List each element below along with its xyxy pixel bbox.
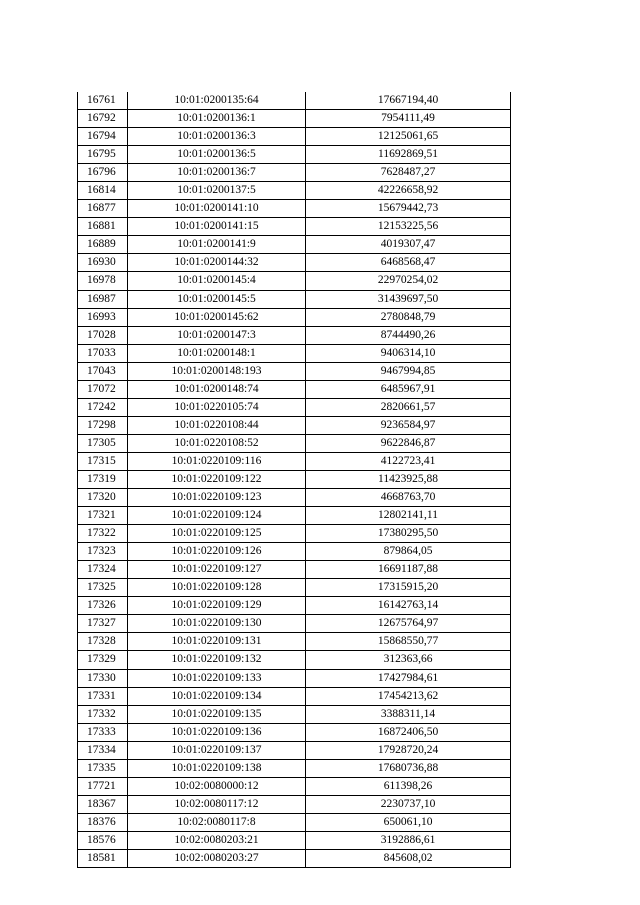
- row-number-cell: 17333: [78, 723, 128, 741]
- table-row: [78, 92, 511, 110]
- value-cell: 17380295,50: [306, 525, 511, 543]
- value-cell: 4019307,47: [306, 236, 511, 254]
- value-cell: 16691187,88: [306, 561, 511, 579]
- value-cell: 6468568,47: [306, 254, 511, 272]
- table-row: [78, 705, 511, 723]
- table-row: [78, 128, 511, 146]
- table-row: [78, 236, 511, 254]
- row-number-cell: 17321: [78, 507, 128, 525]
- table-row: [78, 290, 511, 308]
- table-row: [78, 218, 511, 236]
- row-number-cell: 17319: [78, 470, 128, 488]
- cadastral-number-cell: 10:01:0220108:52: [128, 434, 306, 452]
- table-row: [78, 164, 511, 182]
- row-number-cell: 17323: [78, 543, 128, 561]
- cadastral-number-cell: 10:02:0080117:8: [128, 813, 306, 831]
- cadastral-number-cell: 10:01:0220109:127: [128, 561, 306, 579]
- row-number-cell: 16796: [78, 164, 128, 182]
- value-cell: 42226658,92: [306, 182, 511, 200]
- cadastral-number-cell: 10:01:0200147:3: [128, 326, 306, 344]
- table-row: [78, 723, 511, 741]
- table-row: [78, 507, 511, 525]
- row-number-cell: 16978: [78, 272, 128, 290]
- table-row: [78, 470, 511, 488]
- value-cell: 12125061,65: [306, 128, 511, 146]
- value-cell: 12153225,56: [306, 218, 511, 236]
- cadastral-number-cell: 10:01:0220109:134: [128, 687, 306, 705]
- value-cell: 3388311,14: [306, 705, 511, 723]
- value-cell: 9406314,10: [306, 344, 511, 362]
- cadastral-number-cell: 10:01:0220109:125: [128, 525, 306, 543]
- cadastral-number-cell: 10:01:0220109:126: [128, 543, 306, 561]
- table-row: [78, 813, 511, 831]
- table-row: [78, 759, 511, 777]
- row-number-cell: 17325: [78, 579, 128, 597]
- table-row: [78, 452, 511, 470]
- table-row: [78, 489, 511, 507]
- row-number-cell: 16881: [78, 218, 128, 236]
- cadastral-number-cell: 10:01:0220109:135: [128, 705, 306, 723]
- cadastral-number-cell: 10:02:0080203:21: [128, 831, 306, 849]
- value-cell: 845608,02: [306, 849, 511, 867]
- cadastral-number-cell: 10:01:0200145:62: [128, 308, 306, 326]
- row-number-cell: 16993: [78, 308, 128, 326]
- cadastral-number-cell: 10:01:0220109:129: [128, 597, 306, 615]
- cadastral-number-cell: 10:02:0080203:27: [128, 849, 306, 867]
- table-row: [78, 398, 511, 416]
- value-cell: 611398,26: [306, 777, 511, 795]
- value-cell: 7628487,27: [306, 164, 511, 182]
- cadastral-number-cell: 10:01:0200144:32: [128, 254, 306, 272]
- cadastral-number-cell: 10:01:0220109:123: [128, 489, 306, 507]
- value-cell: 2820661,57: [306, 398, 511, 416]
- cadastral-number-cell: 10:01:0200141:9: [128, 236, 306, 254]
- cadastral-number-cell: 10:01:0200148:193: [128, 362, 306, 380]
- row-number-cell: 17328: [78, 633, 128, 651]
- value-cell: 3192886,61: [306, 831, 511, 849]
- row-number-cell: 16877: [78, 200, 128, 218]
- table-row: [78, 416, 511, 434]
- value-cell: 16142763,14: [306, 597, 511, 615]
- value-cell: 12675764,97: [306, 615, 511, 633]
- data-table: [77, 92, 511, 868]
- table-row: [78, 795, 511, 813]
- table-row: [78, 777, 511, 795]
- row-number-cell: 16987: [78, 290, 128, 308]
- cadastral-number-cell: 10:01:0200141:10: [128, 200, 306, 218]
- value-cell: 12802141,11: [306, 507, 511, 525]
- table-row: [78, 326, 511, 344]
- value-cell: 11423925,88: [306, 470, 511, 488]
- row-number-cell: 16794: [78, 128, 128, 146]
- table-row: [78, 669, 511, 687]
- cadastral-number-cell: 10:01:0220109:132: [128, 651, 306, 669]
- table-row: [78, 831, 511, 849]
- cadastral-number-cell: 10:01:0220109:131: [128, 633, 306, 651]
- value-cell: 17454213,62: [306, 687, 511, 705]
- cadastral-number-cell: 10:01:0200135:64: [128, 92, 306, 110]
- table-row: [78, 182, 511, 200]
- row-number-cell: 18576: [78, 831, 128, 849]
- row-number-cell: 16814: [78, 182, 128, 200]
- row-number-cell: 17332: [78, 705, 128, 723]
- value-cell: 17315915,20: [306, 579, 511, 597]
- table-row: [78, 525, 511, 543]
- row-number-cell: 17334: [78, 741, 128, 759]
- cadastral-number-cell: 10:01:0200145:4: [128, 272, 306, 290]
- row-number-cell: 17033: [78, 344, 128, 362]
- row-number-cell: 17331: [78, 687, 128, 705]
- cadastral-number-cell: 10:01:0200136:5: [128, 146, 306, 164]
- value-cell: 650061,10: [306, 813, 511, 831]
- cadastral-number-cell: 10:01:0200148:74: [128, 380, 306, 398]
- table-row: [78, 344, 511, 362]
- value-cell: 11692869,51: [306, 146, 511, 164]
- table-row: [78, 362, 511, 380]
- cadastral-number-cell: 10:01:0220109:138: [128, 759, 306, 777]
- value-cell: 7954111,49: [306, 110, 511, 128]
- row-number-cell: 17326: [78, 597, 128, 615]
- table-row: [78, 579, 511, 597]
- cadastral-number-cell: 10:01:0220109:133: [128, 669, 306, 687]
- row-number-cell: 17324: [78, 561, 128, 579]
- value-cell: 9236584,97: [306, 416, 511, 434]
- value-cell: 31439697,50: [306, 290, 511, 308]
- value-cell: 9467994,85: [306, 362, 511, 380]
- row-number-cell: 16889: [78, 236, 128, 254]
- table-body: [78, 92, 511, 868]
- cadastral-number-cell: 10:01:0220109:136: [128, 723, 306, 741]
- cadastral-number-cell: 10:01:0200137:5: [128, 182, 306, 200]
- row-number-cell: 17329: [78, 651, 128, 669]
- row-number-cell: 16930: [78, 254, 128, 272]
- value-cell: 17928720,24: [306, 741, 511, 759]
- row-number-cell: 17335: [78, 759, 128, 777]
- cadastral-number-cell: 10:01:0200145:5: [128, 290, 306, 308]
- cadastral-number-cell: 10:01:0200148:1: [128, 344, 306, 362]
- row-number-cell: 16761: [78, 92, 128, 110]
- row-number-cell: 17721: [78, 777, 128, 795]
- row-number-cell: 17315: [78, 452, 128, 470]
- row-number-cell: 17320: [78, 489, 128, 507]
- table-row: [78, 597, 511, 615]
- row-number-cell: 17043: [78, 362, 128, 380]
- row-number-cell: 16795: [78, 146, 128, 164]
- table-row: [78, 741, 511, 759]
- cadastral-number-cell: 10:02:0080117:12: [128, 795, 306, 813]
- row-number-cell: 17322: [78, 525, 128, 543]
- cadastral-number-cell: 10:02:0080000:12: [128, 777, 306, 795]
- row-number-cell: 17028: [78, 326, 128, 344]
- cadastral-number-cell: 10:01:0220109:122: [128, 470, 306, 488]
- cadastral-number-cell: 10:01:0220109:116: [128, 452, 306, 470]
- row-number-cell: 17305: [78, 434, 128, 452]
- cadastral-number-cell: 10:01:0200136:3: [128, 128, 306, 146]
- cadastral-number-cell: 10:01:0200136:7: [128, 164, 306, 182]
- value-cell: 8744490,26: [306, 326, 511, 344]
- row-number-cell: 17327: [78, 615, 128, 633]
- row-number-cell: 18376: [78, 813, 128, 831]
- row-number-cell: 17072: [78, 380, 128, 398]
- row-number-cell: 17330: [78, 669, 128, 687]
- value-cell: 17667194,40: [306, 92, 511, 110]
- table-row: [78, 308, 511, 326]
- cadastral-number-cell: 10:01:0220108:44: [128, 416, 306, 434]
- table-row: [78, 543, 511, 561]
- value-cell: 22970254,02: [306, 272, 511, 290]
- row-number-cell: 16792: [78, 110, 128, 128]
- cadastral-number-cell: 10:01:0220105:74: [128, 398, 306, 416]
- table-row: [78, 633, 511, 651]
- value-cell: 15679442,73: [306, 200, 511, 218]
- cadastral-number-cell: 10:01:0220109:124: [128, 507, 306, 525]
- table-row: [78, 561, 511, 579]
- table-row: [78, 254, 511, 272]
- cadastral-number-cell: 10:01:0200141:15: [128, 218, 306, 236]
- value-cell: 6485967,91: [306, 380, 511, 398]
- row-number-cell: 18367: [78, 795, 128, 813]
- cadastral-number-cell: 10:01:0220109:128: [128, 579, 306, 597]
- row-number-cell: 17242: [78, 398, 128, 416]
- table-row: [78, 651, 511, 669]
- value-cell: 17427984,61: [306, 669, 511, 687]
- value-cell: 4668763,70: [306, 489, 511, 507]
- table-row: [78, 380, 511, 398]
- table-row: [78, 272, 511, 290]
- value-cell: 4122723,41: [306, 452, 511, 470]
- table-row: [78, 434, 511, 452]
- value-cell: 15868550,77: [306, 633, 511, 651]
- cadastral-number-cell: 10:01:0200136:1: [128, 110, 306, 128]
- row-number-cell: 18581: [78, 849, 128, 867]
- table-row: [78, 849, 511, 867]
- cadastral-number-cell: 10:01:0220109:137: [128, 741, 306, 759]
- table-row: [78, 200, 511, 218]
- row-number-cell: 17298: [78, 416, 128, 434]
- value-cell: 9622846,87: [306, 434, 511, 452]
- cadastral-number-cell: 10:01:0220109:130: [128, 615, 306, 633]
- value-cell: 2230737,10: [306, 795, 511, 813]
- value-cell: 2780848,79: [306, 308, 511, 326]
- value-cell: 879864,05: [306, 543, 511, 561]
- value-cell: 17680736,88: [306, 759, 511, 777]
- value-cell: 16872406,50: [306, 723, 511, 741]
- table-row: [78, 687, 511, 705]
- value-cell: 312363,66: [306, 651, 511, 669]
- table-row: [78, 146, 511, 164]
- table-row: [78, 110, 511, 128]
- table-row: [78, 615, 511, 633]
